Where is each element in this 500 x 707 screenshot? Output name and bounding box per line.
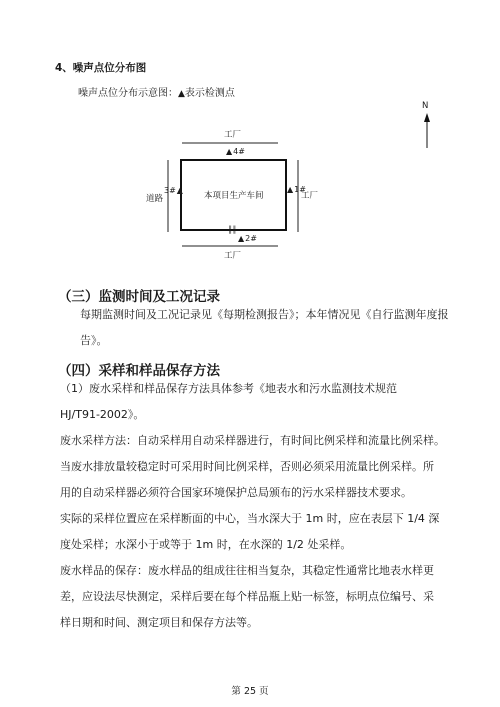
noise-point-diagram (0, 0, 500, 290)
marker-id: 2# (245, 234, 257, 243)
marker-id: 4# (233, 147, 245, 156)
section-4-line-8: 废水样品的保存：废水样品的组成往往相当复杂，其稳定性通常比地表水样更 (60, 564, 434, 577)
marker-id: 1# (294, 185, 306, 194)
section-4-line-4: 当废水排放量较稳定时可采用时间比例采样，否则必须采用流量比例采样。所 (60, 460, 434, 473)
section-4-line-10: 样日期和时间、测定项目和保存方法等。 (60, 616, 258, 629)
section-4-title: （四）采样和样品保存方法 (58, 363, 220, 379)
section-4-line-5: 用的自动采样器必须符合国家环境保护总局颁布的污水采样器技术要求。 (60, 486, 412, 499)
north-arrow-icon (424, 113, 430, 122)
section-4-line-7: 度处采样；水深小于或等于 1m 时，在水深的 1/2 处采样。 (60, 538, 352, 551)
section-4-line-6: 实际的采样位置应在采样断面的中心，当水深大于 1m 时，应在表层下 1/4 深 (60, 512, 440, 525)
top-factory-label: 工厂 (224, 130, 242, 140)
north-label: N (422, 101, 429, 111)
gate-mark: ╢╟ (228, 226, 237, 234)
marker-2 (238, 234, 257, 243)
marker-4 (226, 147, 245, 156)
caption-text: 噪声点位分布示意图： (78, 88, 178, 99)
left-road-label: 道路 (146, 194, 164, 204)
diagram-lines (0, 0, 500, 290)
marker-id: 3# (164, 186, 176, 195)
marker-1 (287, 185, 306, 194)
section-4-line-2: HJ/T91-2002》。 (60, 408, 145, 421)
triangle-marker-icon: ▲ (178, 89, 185, 99)
triangle-marker-icon: ▲ (287, 185, 294, 194)
bottom-factory-label: 工厂 (224, 251, 242, 261)
triangle-marker-icon: ▲ (226, 147, 233, 156)
section-4-line-3: 废水采样方法：自动采样用自动采样器进行，有时间比例采样和流量比例采样。 (60, 434, 445, 447)
section-3-title: （三）监测时间及工况记录 (58, 289, 220, 305)
triangle-marker-icon: ▲ (238, 234, 245, 243)
triangle-marker-icon: ▲ (176, 186, 183, 195)
page-number: 第 25 页 (231, 686, 269, 697)
caption-legend-text: 表示检测点 (184, 88, 235, 99)
section-4-line-9: 差，应设法尽快测定，采样后要在每个样品瓶上贴一标签，标明点位编号、采 (60, 590, 434, 603)
section-4-line-1: （1）废水采样和样品保存方法具体参考《地表水和污水监测技术规范 (60, 382, 397, 395)
section-3-paragraph: 每期监测时间及工况记录见《每期检测报告》；本年情况见《自行监测年度报告》。 (80, 308, 449, 347)
workshop-label: 本项目生产车间 (204, 191, 264, 201)
section-heading-noise-map: 4、噪声点位分布图 (55, 62, 147, 74)
right-factory-label: 工厂 (301, 191, 319, 201)
marker-3 (164, 186, 183, 195)
